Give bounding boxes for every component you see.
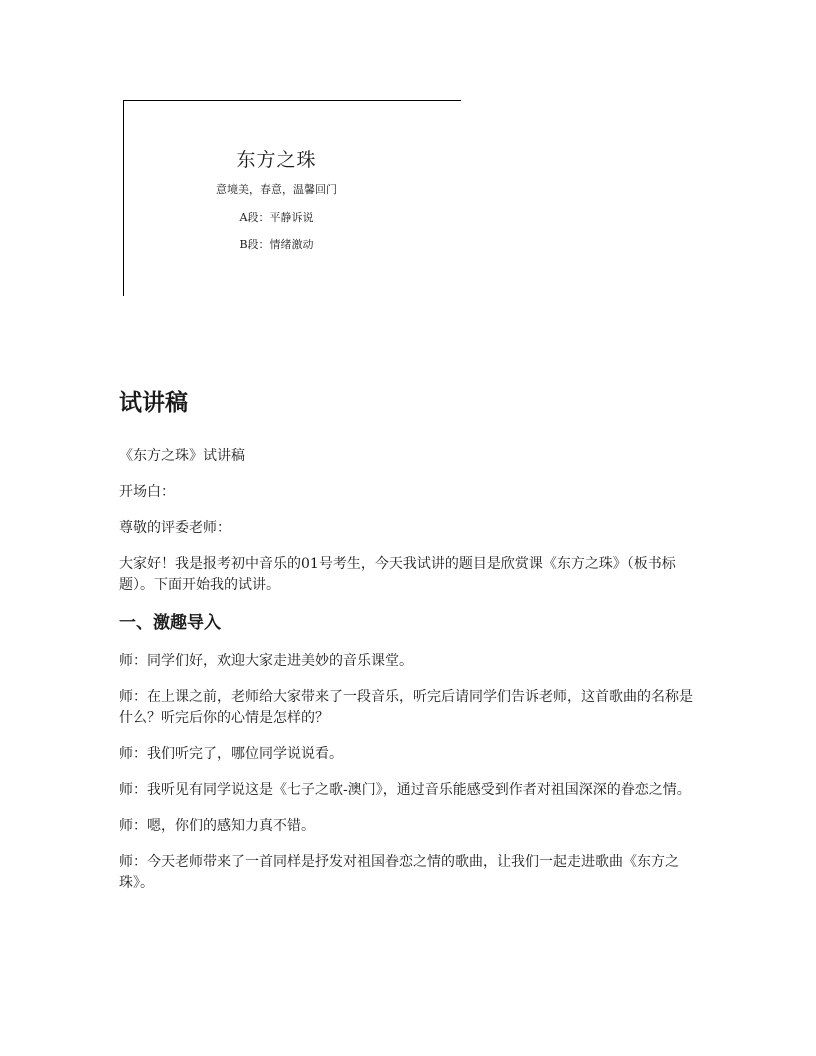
board-title: 东方之珠 [236,149,317,171]
board-line-2: A段：平静诉说 [239,211,314,224]
paragraph: 师：在上课之前，老师给大家带来了一段音乐，听完后请同学们告诉老师，这首歌曲的名称是什么？听完后你的心情是怎样的？ [119,689,693,726]
document-heading: 试讲稿 [119,390,188,416]
paragraph: 师：嗯，你们的感知力真不错。 [119,818,315,834]
paragraph: 尊敬的评委老师： [119,520,231,536]
document-body [119,386,699,909]
paragraph: 《东方之珠》试讲稿 [119,448,245,464]
paragraph: 大家好！我是报考初中音乐的01号考生，今天我试讲的题目是欣赏课《东方之珠》（板书标题）。下面开始我的试讲。 [119,556,676,593]
board-line-3: B段：情绪激动 [239,238,314,251]
paragraph: 师：今天老师带来了一首同样是抒发对祖国眷恋之情的歌曲，让我们一起走进歌曲《东方之珠》。 [119,854,679,891]
paragraph: 师：我听见有同学说这是《七子之歌-澳门》，通过音乐能感受到作者对祖国深深的眷恋之情。 [119,782,691,798]
section-heading: 一、激趣导入 [119,613,221,633]
paragraph: 开场白： [119,484,175,500]
paragraph: 师：同学们好，欢迎大家走进美妙的音乐课堂。 [119,653,413,669]
board-line-1: 意境美，春意，温馨回门 [216,183,337,196]
blackboard-image [123,100,461,296]
paragraph: 师：我们听完了，哪位同学说说看。 [119,746,343,762]
